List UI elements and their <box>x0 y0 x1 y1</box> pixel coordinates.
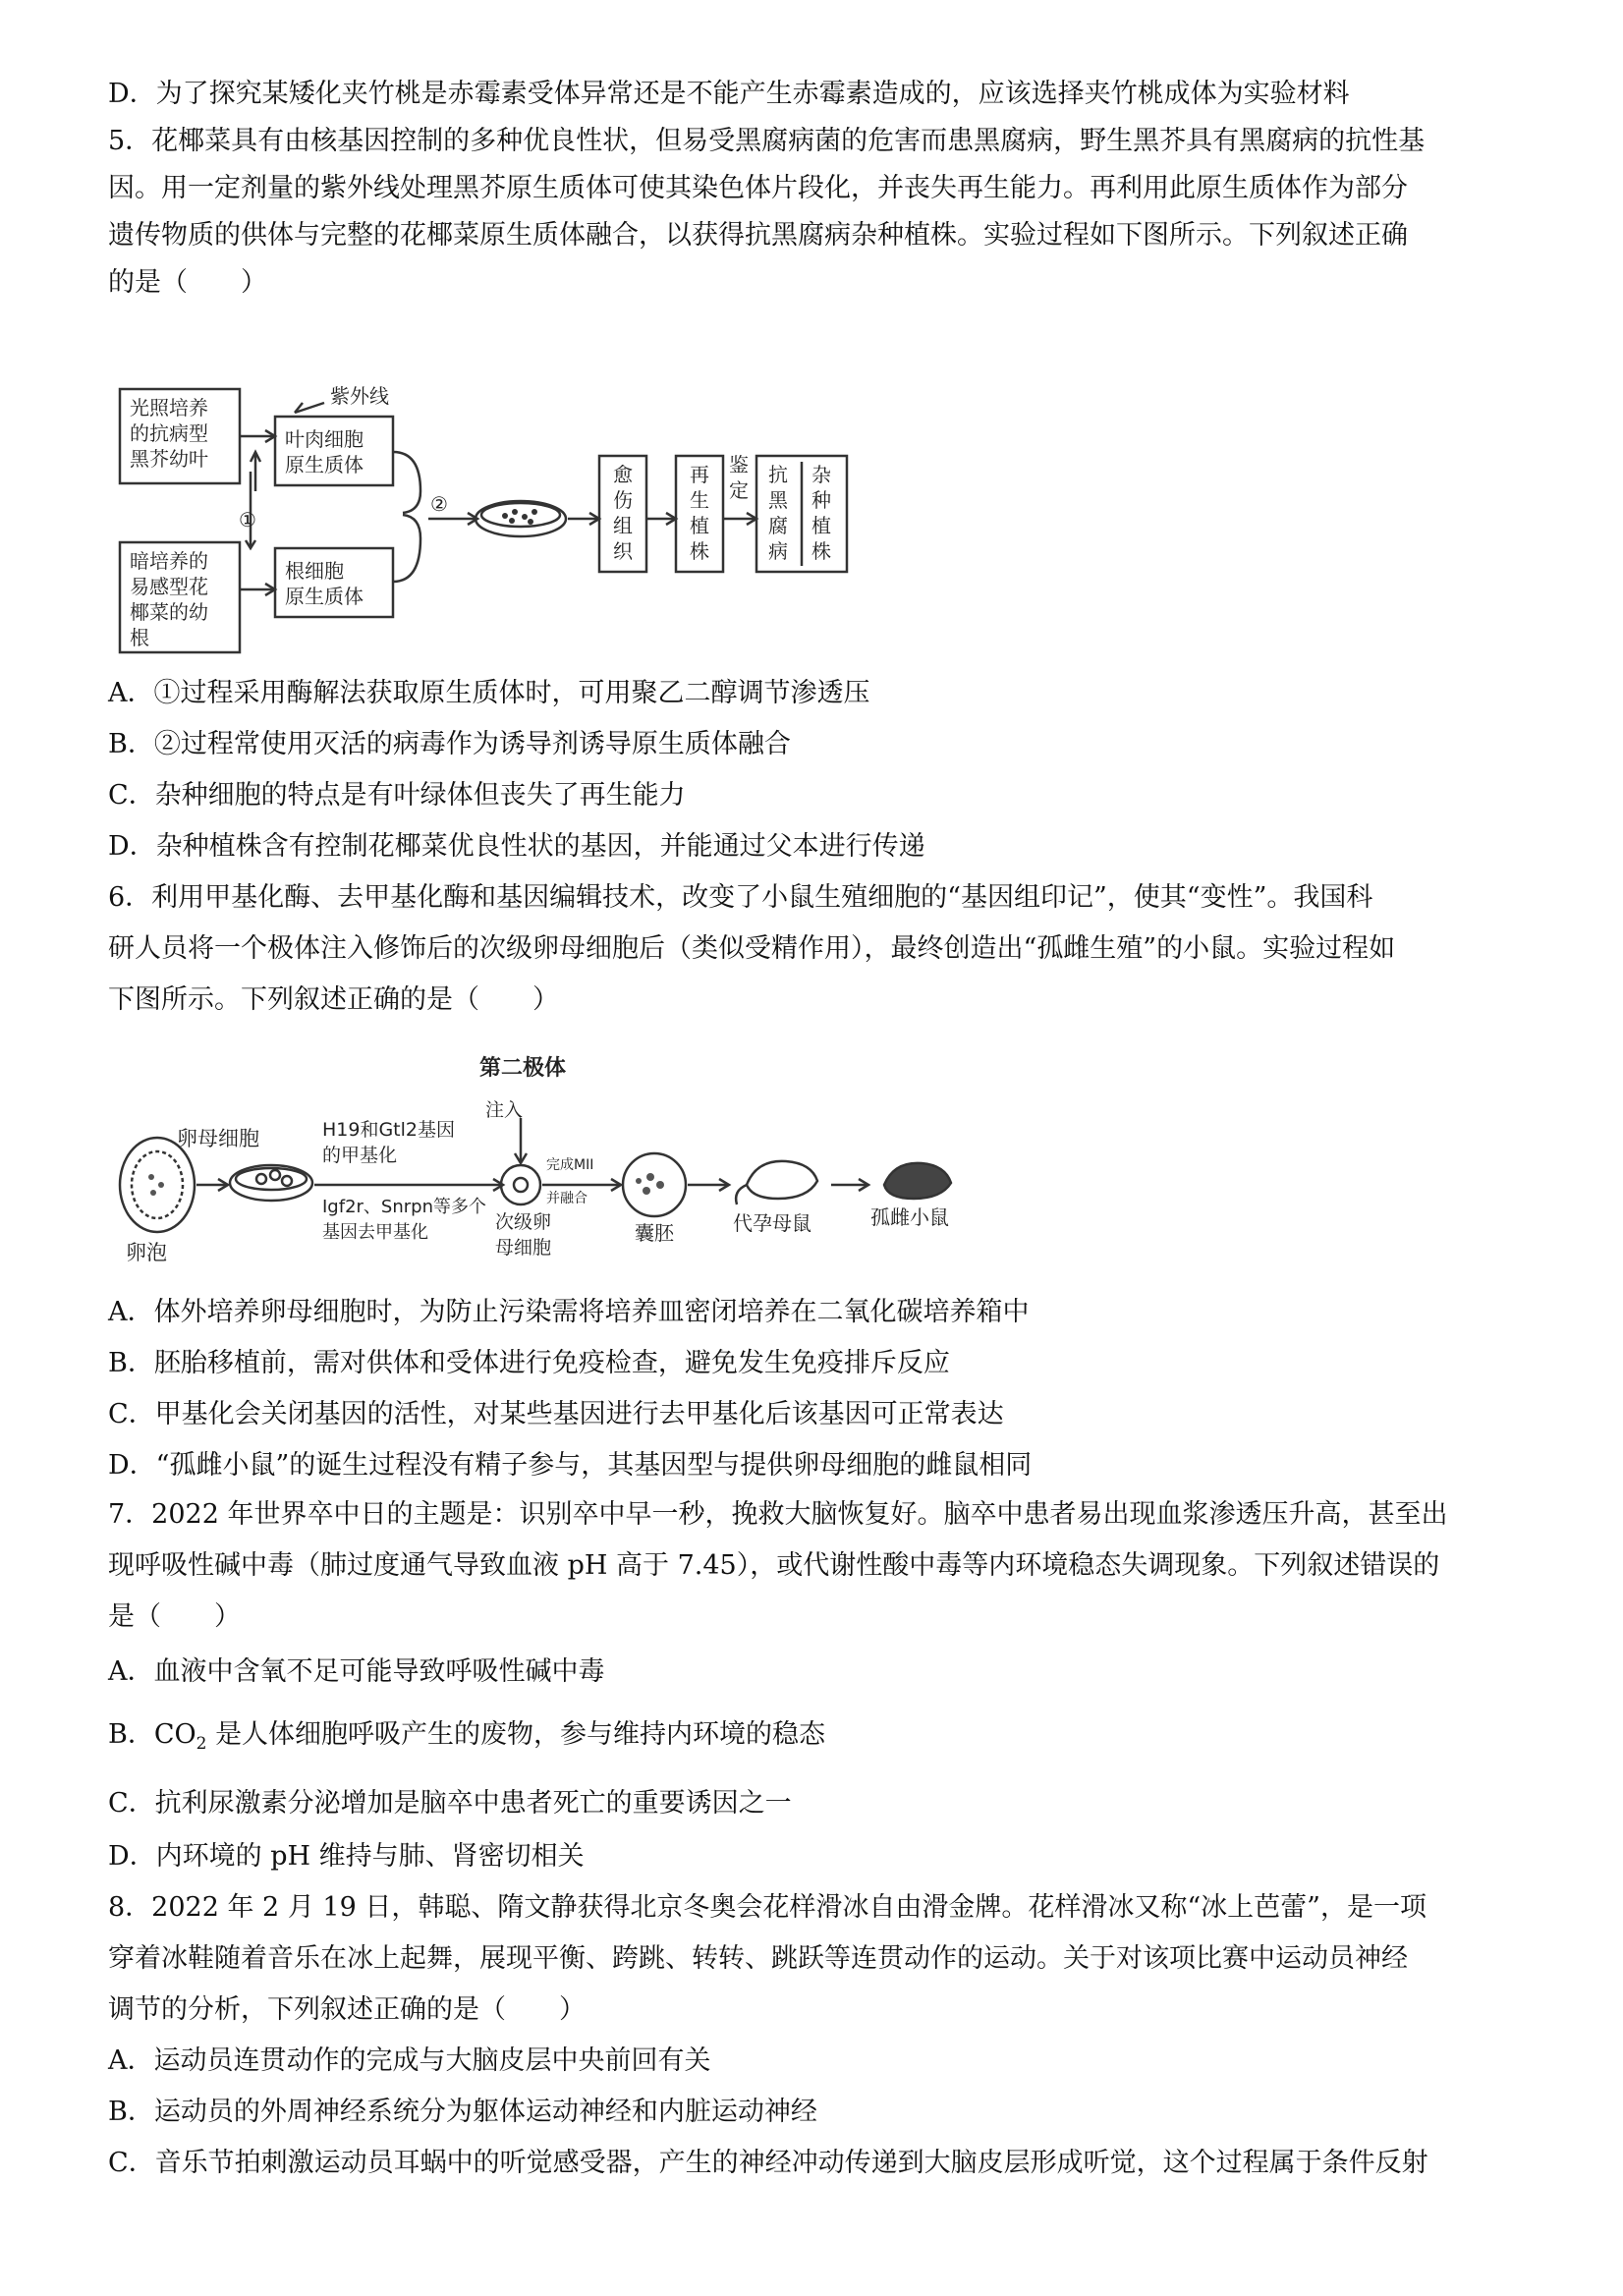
step1-label: ① <box>239 508 256 532</box>
secondary-line-1: 次级卵 <box>495 1211 552 1233</box>
box2-line2: 易感型花 <box>130 575 208 598</box>
q6-stem-line-3: 下图所示。下列叙述正确的是（ ） <box>108 984 559 1015</box>
methyl-line-2: 的甲基化 <box>322 1145 398 1166</box>
inject-label: 注入 <box>485 1099 524 1121</box>
box2-line3: 椰菜的幼 <box>130 600 208 624</box>
result-b-3: 植 <box>812 514 831 537</box>
identify-1: 鉴 <box>729 453 749 476</box>
result-b-2: 种 <box>812 488 831 512</box>
q8-stem-line-2: 穿着冰鞋随着音乐在冰上起舞，展现平衡、跨跳、转转、跳跃等连贯动作的运动。关于对该项比赛中运动员神经 <box>108 1943 1408 1974</box>
box4-line2: 原生质体 <box>285 585 364 608</box>
callus-1: 愈 <box>613 463 633 486</box>
callus-2: 伤 <box>613 488 633 512</box>
result-a-1: 抗 <box>768 463 788 486</box>
mii-line-2: 并融合 <box>546 1191 588 1206</box>
q5-option-a: A．①过程采用酶解法获取原生质体时，可用聚乙二醇调节渗透压 <box>108 678 870 708</box>
secondary-line-2: 母细胞 <box>495 1237 552 1259</box>
result-a-2: 黑 <box>768 488 788 512</box>
callus-4: 织 <box>613 539 633 563</box>
q7-option-b <box>108 1715 1523 1764</box>
q6-stem-line-2: 研人员将一个极体注入修饰后的次级卵母细胞后（类似受精作用），最终创造出“孤雌生殖”的小鼠。实验过程如 <box>108 933 1396 964</box>
q5-option-d: D．杂种植株含有控制花椰菜优良性状的基因，并能通过父本进行传递 <box>108 831 925 862</box>
q7b-prefix: B．CO <box>108 1719 196 1750</box>
q6-option-b: B．胚胎移植前，需对供体和受体进行免疫检查，避免发生免疫排斥反应 <box>108 1348 950 1378</box>
box3-line1: 叶肉细胞 <box>285 427 364 451</box>
q8-option-c: C．音乐节拍刺激运动员耳蜗中的听觉感受器，产生的神经冲动传递到大脑皮层形成听觉，这个过程属于条件反射 <box>108 2148 1428 2178</box>
surrogate-label: 代孕母鼠 <box>733 1211 812 1235</box>
q8-stem-line-3: 调节的分析，下列叙述正确的是（ ） <box>108 1994 586 2025</box>
q5-option-c: C．杂种细胞的特点是有叶绿体但丧失了再生能力 <box>108 780 686 811</box>
box1-line1: 光照培养 <box>130 396 208 420</box>
q5-stem-line-2: 因。用一定剂量的紫外线处理黑芥原生质体可使其染色体片段化，并丧失再生能力。再利用此原生质体作为部分 <box>108 173 1408 203</box>
q7-stem-line-2: 现呼吸性碱中毒（肺过度通气导致血液 pH 高于 7.45），或代谢性酸中毒等内环境稳态失调现象。下列叙述错误的 <box>108 1550 1440 1581</box>
q6-option-a: A．体外培养卵母细胞时，为防止污染需将培养皿密闭培养在二氧化碳培养箱中 <box>108 1297 1030 1327</box>
regen-2: 生 <box>690 488 709 512</box>
result-b-4: 株 <box>812 539 831 563</box>
q6-option-c: C．甲基化会关闭基因的活性，对某些基因进行去甲基化后该基因可正常表达 <box>108 1399 1004 1429</box>
uv-label: 紫外线 <box>330 384 389 408</box>
q5-stem-line-4: 的是（ ） <box>108 267 267 298</box>
box2-line1: 暗培养的 <box>130 549 208 573</box>
methyl-line-1: H19和Gtl2基因 <box>322 1119 456 1141</box>
box3-line2: 原生质体 <box>285 453 364 476</box>
q5-option-b: B．②过程常使用灭活的病毒作为诱导剂诱导原生质体融合 <box>108 729 791 759</box>
result-b-1: 杂 <box>812 463 831 486</box>
identify-2: 定 <box>729 478 749 502</box>
parthenogenesis-figure <box>108 1037 992 1263</box>
result-a-3: 腐 <box>768 514 788 537</box>
blastocyst-label: 囊胚 <box>635 1221 674 1245</box>
box1-line2: 的抗病型 <box>130 421 208 445</box>
pup-label: 孤雌小鼠 <box>870 1205 949 1229</box>
step2-label: ② <box>430 492 448 516</box>
q5-stem-line-3: 遗传物质的供体与完整的花椰菜原生质体融合，以获得抗黑腐病杂种植株。实验过程如下图所示。下列叙述正确 <box>108 220 1408 251</box>
q7-stem-line-3: 是（ ） <box>108 1601 241 1632</box>
q5-stem-line-1: 5．花椰菜具有由核基因控制的多种优良性状，但易受黑腐病菌的危害而患黑腐病，野生黑芥具有黑腐病的抗性基 <box>108 126 1426 156</box>
q7-option-c: C．抗利尿激素分泌增加是脑卒中患者死亡的重要诱因之一 <box>108 1788 792 1819</box>
q7-option-d: D．内环境的 pH 维持与肺、肾密切相关 <box>108 1841 585 1872</box>
regen-4: 株 <box>690 539 709 563</box>
box2-line4: 根 <box>130 626 149 649</box>
q8-stem-line-1: 8．2022 年 2 月 19 日，韩聪、隋文静获得北京冬奥会花样滑冰自由滑金牌。花样滑冰又称“冰上芭蕾”，是一项 <box>108 1892 1427 1923</box>
result-a-4: 病 <box>768 539 788 563</box>
demethyl-line-2: 基因去甲基化 <box>322 1222 428 1243</box>
q6-option-d: D．“孤雌小鼠”的诞生过程没有精子参与，其基因型与提供卵母细胞的雌鼠相同 <box>108 1450 1033 1481</box>
q7b-subscript: 2 <box>196 1734 207 1754</box>
callus-3: 组 <box>613 514 633 537</box>
egg-cell-label: 卵母细胞 <box>177 1127 259 1150</box>
box4-line1: 根细胞 <box>285 559 344 583</box>
q8-option-a: A．运动员连贯动作的完成与大脑皮层中央前回有关 <box>108 2045 711 2076</box>
q7b-rest: 是人体细胞呼吸产生的废物，参与维持内环境的稳态 <box>215 1719 826 1750</box>
q8-option-b: B．运动员的外周神经系统分为躯体运动神经和内脏运动神经 <box>108 2097 817 2127</box>
mii-line-1: 完成MII <box>546 1157 594 1173</box>
regen-3: 植 <box>690 514 709 537</box>
box1-line3: 黑芥幼叶 <box>130 447 208 471</box>
q6-stem-line-1: 6．利用甲基化酶、去甲基化酶和基因编辑技术，改变了小鼠生殖细胞的“基因组印记”，使其“变性”。我国科 <box>108 882 1373 913</box>
q7-option-a: A．血液中含氧不足可能导致呼吸性碱中毒 <box>108 1656 605 1687</box>
regen-1: 再 <box>690 463 709 486</box>
protoplast-fusion-figure <box>108 373 855 658</box>
q4-option-d: D．为了探究某矮化夹竹桃是赤霉素受体异常还是不能产生赤霉素造成的，应该选择夹竹桃成体为实验材料 <box>108 79 1350 109</box>
q7-stem-line-1: 7．2022 年世界卒中日的主题是：识别卒中早一秒，挽救大脑恢复好。脑卒中患者易出现血浆渗透压升高，甚至出 <box>108 1499 1448 1530</box>
follicle-label: 卵泡 <box>126 1241 167 1263</box>
demethyl-line-1: Igf2r、Snrpn等多个 <box>322 1197 486 1217</box>
polar-body-label: 第二极体 <box>479 1056 567 1081</box>
